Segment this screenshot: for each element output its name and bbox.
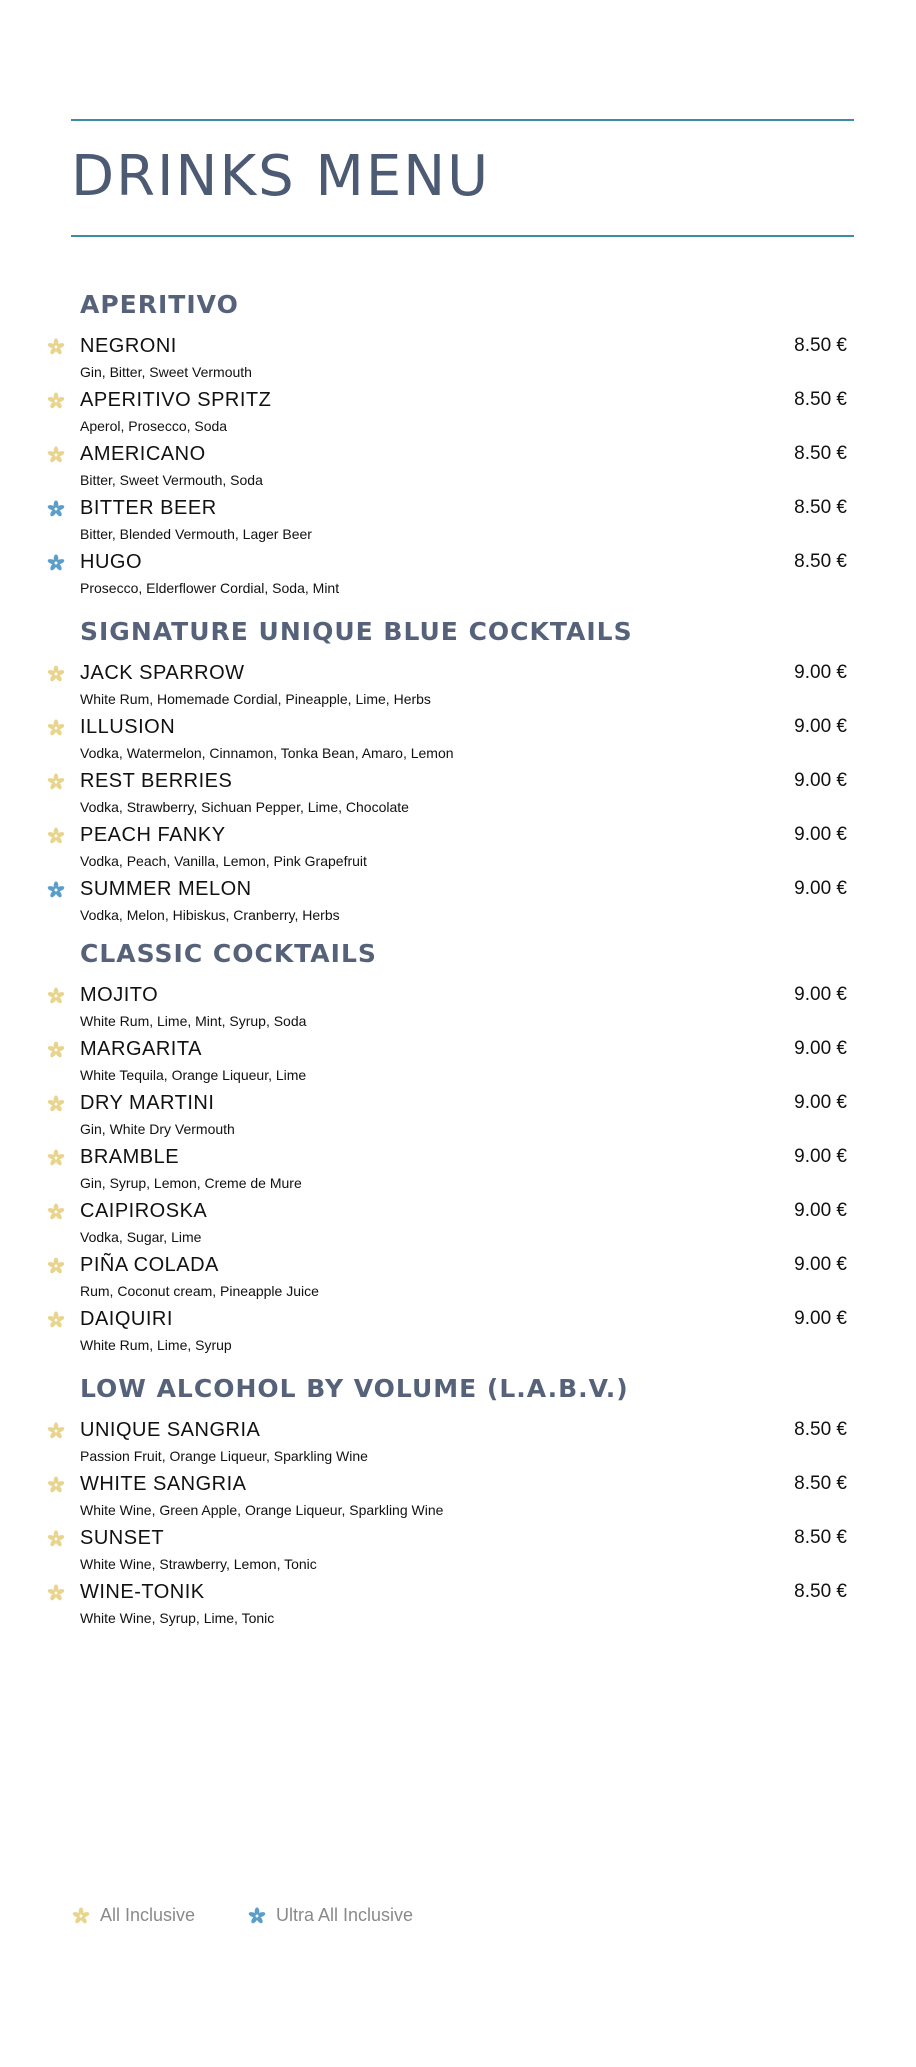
item-description: White Wine, Green Apple, Orange Liqueur, Sparkling Wine (80, 1502, 444, 1518)
item-description: Gin, White Dry Vermouth (80, 1121, 235, 1137)
item-price: 8.50 € (794, 1419, 847, 1440)
item-price: 8.50 € (794, 497, 847, 518)
item-name: BITTER BEER (80, 497, 217, 519)
title-divider (71, 235, 854, 237)
flower-icon (47, 1041, 65, 1059)
menu-item (0, 443, 916, 493)
item-description: White Wine, Syrup, Lime, Tonic (80, 1610, 275, 1626)
flower-icon (47, 1149, 65, 1167)
top-divider (71, 119, 854, 121)
item-description: Aperol, Prosecco, Soda (80, 418, 228, 434)
section-title: LOW ALCOHOL BY VOLUME (L.A.B.V.) (80, 1374, 629, 1403)
menu-item (0, 551, 916, 601)
flower-icon (47, 392, 65, 410)
section-title: SIGNATURE UNIQUE BLUE COCKTAILS (80, 617, 633, 646)
item-description: Vodka, Sugar, Lime (80, 1229, 202, 1245)
menu-item (0, 824, 916, 874)
item-price: 8.50 € (794, 389, 847, 410)
flower-icon (47, 719, 65, 737)
item-name: WINE-TONIK (80, 1581, 205, 1603)
item-price: 9.00 € (794, 1254, 847, 1275)
item-price: 8.50 € (794, 443, 847, 464)
menu-item (0, 1092, 916, 1142)
item-name: DAIQUIRI (80, 1308, 173, 1330)
flower-icon (47, 1311, 65, 1329)
menu-item (0, 662, 916, 712)
item-description: White Wine, Strawberry, Lemon, Tonic (80, 1556, 317, 1572)
item-price: 8.50 € (794, 335, 847, 356)
legend-label: All Inclusive (100, 1905, 196, 1925)
page-title: DRINKS MENU (71, 144, 491, 209)
item-price: 9.00 € (794, 1308, 847, 1329)
item-price: 9.00 € (794, 1038, 847, 1059)
section-title: CLASSIC COCKTAILS (80, 939, 377, 968)
item-description: Bitter, Blended Vermouth, Lager Beer (80, 526, 312, 542)
flower-icon (47, 1257, 65, 1275)
menu-item (0, 878, 916, 928)
menu-item (0, 1254, 916, 1304)
item-name: AMERICANO (80, 443, 206, 465)
item-price: 9.00 € (794, 1200, 847, 1221)
flower-icon (47, 987, 65, 1005)
item-name: REST BERRIES (80, 770, 233, 792)
item-price: 8.50 € (794, 1527, 847, 1548)
item-price: 8.50 € (794, 1581, 847, 1602)
item-price: 9.00 € (794, 824, 847, 845)
item-description: White Rum, Homemade Cordial, Pineapple, Lime, Herbs (80, 691, 431, 707)
flower-icon (47, 881, 65, 899)
menu-item (0, 770, 916, 820)
item-description: Vodka, Strawberry, Sichuan Pepper, Lime, Chocolate (80, 799, 409, 815)
item-description: Rum, Coconut cream, Pineapple Juice (80, 1283, 319, 1299)
menu-item (0, 497, 916, 547)
item-name: SUNSET (80, 1527, 165, 1549)
flower-icon (47, 1584, 65, 1602)
item-price: 9.00 € (794, 1092, 847, 1113)
flower-icon (47, 827, 65, 845)
flower-icon (248, 1907, 266, 1925)
flower-icon (47, 1203, 65, 1221)
flower-icon (47, 1530, 65, 1548)
item-name: DRY MARTINI (80, 1092, 215, 1114)
item-description: Vodka, Watermelon, Cinnamon, Tonka Bean, Amaro, Lemon (80, 745, 454, 761)
flower-icon (47, 500, 65, 518)
item-price: 8.50 € (794, 551, 847, 572)
item-price: 9.00 € (794, 1146, 847, 1167)
menu-item (0, 1473, 916, 1523)
flower-icon (47, 1422, 65, 1440)
item-price: 9.00 € (794, 770, 847, 791)
item-name: UNIQUE SANGRIA (80, 1419, 261, 1441)
menu-item (0, 335, 916, 385)
item-name: NEGRONI (80, 335, 177, 357)
section-title: APERITIVO (80, 290, 239, 319)
item-description: White Rum, Lime, Mint, Syrup, Soda (80, 1013, 307, 1029)
item-description: Vodka, Melon, Hibiskus, Cranberry, Herbs (80, 907, 340, 923)
menu-item (0, 1146, 916, 1196)
flower-icon (47, 1095, 65, 1113)
item-name: BRAMBLE (80, 1146, 180, 1168)
item-description: White Tequila, Orange Liqueur, Lime (80, 1067, 307, 1083)
item-name: WHITE SANGRIA (80, 1473, 247, 1495)
item-description: Gin, Syrup, Lemon, Creme de Mure (80, 1175, 302, 1191)
flower-icon (47, 773, 65, 791)
menu-item (0, 389, 916, 439)
item-name: PIÑA COLADA (80, 1254, 219, 1276)
flower-icon (47, 554, 65, 572)
item-price: 9.00 € (794, 716, 847, 737)
flower-icon (47, 446, 65, 464)
flower-icon (47, 338, 65, 356)
flower-icon (72, 1907, 90, 1925)
menu-item (0, 1581, 916, 1631)
item-name: ILLUSION (80, 716, 176, 738)
item-description: Gin, Bitter, Sweet Vermouth (80, 364, 252, 380)
item-price: 9.00 € (794, 984, 847, 1005)
item-name: JACK SPARROW (80, 662, 245, 684)
menu-item (0, 1200, 916, 1250)
legend-label: Ultra All Inclusive (276, 1905, 414, 1925)
item-description: White Rum, Lime, Syrup (80, 1337, 232, 1353)
item-description: Bitter, Sweet Vermouth, Soda (80, 472, 263, 488)
item-name: MOJITO (80, 984, 159, 1006)
menu-item (0, 1527, 916, 1577)
item-price: 9.00 € (794, 662, 847, 683)
flower-icon (47, 1476, 65, 1494)
item-name: APERITIVO SPRITZ (80, 389, 272, 411)
menu-item (0, 984, 916, 1034)
item-description: Passion Fruit, Orange Liqueur, Sparkling Wine (80, 1448, 368, 1464)
item-name: PEACH FANKY (80, 824, 226, 846)
item-price: 8.50 € (794, 1473, 847, 1494)
item-description: Prosecco, Elderflower Cordial, Soda, Mint (80, 580, 340, 596)
item-name: CAIPIROSKA (80, 1200, 208, 1222)
menu-item (0, 1038, 916, 1088)
item-name: HUGO (80, 551, 142, 573)
item-name: SUMMER MELON (80, 878, 252, 900)
item-description: Vodka, Peach, Vanilla, Lemon, Pink Grapefruit (80, 853, 367, 869)
item-name: MARGARITA (80, 1038, 202, 1060)
flower-icon (47, 665, 65, 683)
menu-item (0, 716, 916, 766)
menu-item (0, 1308, 916, 1358)
menu-item (0, 1419, 916, 1469)
item-price: 9.00 € (794, 878, 847, 899)
